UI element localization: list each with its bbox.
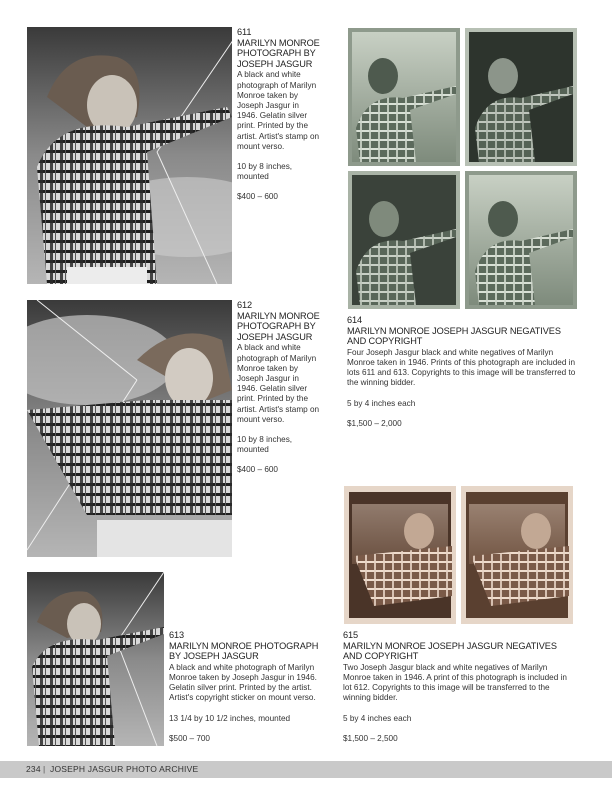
lot-description: Two Joseph Jasgur black and white negatives of Marilyn Monroe taken in 1946. A print of this photograph is included in lot 612. Copyrights to this image will be transferred to the winning bidder. <box>343 662 567 703</box>
lot-dimensions: 5 by 4 inches each <box>347 398 416 408</box>
negative-614-a <box>348 28 460 166</box>
lot-number: 613 <box>169 630 185 640</box>
footer-label: JOSEPH JASGUR PHOTO ARCHIVE <box>50 764 199 774</box>
lot-title: MARILYN MONROE PHOTOGRAPH BY JOSEPH JASGUR <box>237 310 320 342</box>
lot-number: 614 <box>347 315 363 325</box>
photo-lot-612 <box>27 300 232 557</box>
photo-lot-611 <box>27 27 232 284</box>
lot-title: MARILYN MONROE JOSEPH JASGUR NEGATIVES AND COPYRIGHT <box>347 325 561 347</box>
page-footer <box>0 761 612 778</box>
lot-number: 615 <box>343 630 359 640</box>
negative-614-d <box>465 171 577 309</box>
lot-estimate: $400 – 600 <box>237 465 278 475</box>
footer-separator: | <box>43 764 46 774</box>
lot-estimate: $1,500 – 2,000 <box>347 418 402 428</box>
lot-614 <box>347 315 579 429</box>
lot-612 <box>237 300 321 476</box>
lot-dimensions: 5 by 4 inches each <box>343 713 412 723</box>
lot-dimensions: 13 1/4 by 10 1/2 inches, mounted <box>169 713 291 723</box>
photo-lot-613 <box>27 572 164 746</box>
lot-description: Four Joseph Jasgur black and white negatives of Marilyn Monroe taken in 1946. Prints of this photograph are included in lots 611 and 613. Copyrights to this image will be transferred to the winning bidder. <box>347 347 576 388</box>
page-number: 234 <box>26 764 41 774</box>
lot-title: MARILYN MONROE JOSEPH JASGUR NEGATIVES AND COPYRIGHT <box>343 640 557 662</box>
lot-description: A black and white photograph of Marilyn Monroe taken by Joseph Jasgur in 1946. Gelatin silver print. Printed by the artist. Artist's stamp on mount verso. <box>237 343 320 424</box>
lot-dimensions: 10 by 8 inches, mounted <box>237 435 293 455</box>
lot-estimate: $500 – 700 <box>169 733 210 743</box>
lot-title: MARILYN MONROE PHOTOGRAPH BY JOSEPH JASGUR <box>169 640 319 662</box>
negative-615-b <box>461 486 573 624</box>
lot-number: 611 <box>237 27 252 37</box>
lot-description: A black and white photograph of Marilyn Monroe taken by Joseph Jasgur in 1946. Gelatin silver print. Printed by the artist. Artist's copyright sticker on mount verso. <box>169 662 317 703</box>
negative-615-a <box>344 486 456 624</box>
lot-estimate: $400 – 600 <box>237 192 278 202</box>
lot-611 <box>237 27 321 203</box>
negative-614-c <box>348 171 460 309</box>
lot-title: MARILYN MONROE PHOTOGRAPH BY JOSEPH JASGUR <box>237 37 320 69</box>
lot-613 <box>169 630 319 744</box>
lot-estimate: $1,500 – 2,500 <box>343 733 398 743</box>
lot-615 <box>343 630 575 744</box>
lot-number: 612 <box>237 300 253 310</box>
negative-614-b <box>465 28 577 166</box>
lot-description: A black and white photograph of Marilyn Monroe taken by Joseph Jasgur in 1946. Gelatin silver print. Printed by the artist. Artist's stamp on mount verso. <box>237 70 320 151</box>
lot-dimensions: 10 by 8 inches, mounted <box>237 162 293 182</box>
